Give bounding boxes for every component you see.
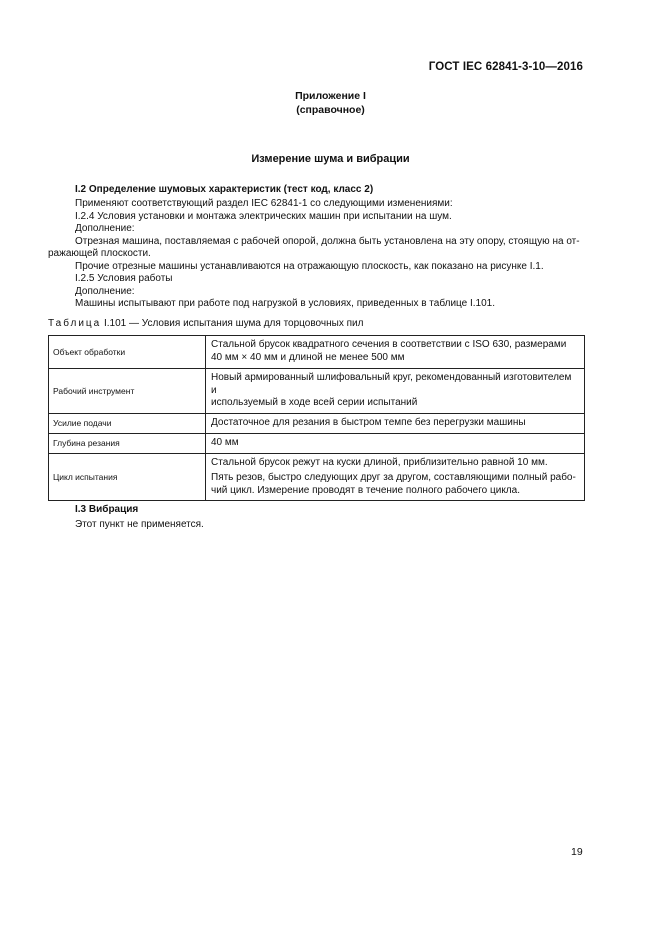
row-value-line: Стальной брусок режут на куски длиной, приблизительно равной 10 мм.: [211, 456, 548, 468]
i3-text: Этот пункт не применяется.: [75, 519, 204, 530]
row-value-line: 40 мм: [211, 436, 239, 448]
table-row: [49, 336, 585, 369]
table-row: [49, 413, 585, 433]
row-label: Цикл испытания: [49, 453, 206, 501]
row-label: Усилие подачи: [49, 413, 206, 433]
table-row: [49, 433, 585, 453]
table-row: [49, 369, 585, 414]
i2-line5: ражающей плоскости.: [48, 248, 151, 259]
annex-title: Приложение I: [295, 90, 366, 102]
standard-header: ГОСТ IEC 62841-3-10—2016: [428, 61, 583, 73]
i2-line9: Машины испытывают при работе под нагрузкой в условиях, приведенных в таблице I.101.: [75, 298, 496, 309]
i2-line1: Применяют соответствующий раздел IEC 62841-1 со следующими изменениями:: [75, 198, 453, 209]
row-value-line: Новый армированный шлифовальный круг, рекомендованный изготовителем и: [211, 372, 572, 396]
row-value-line: чий цикл. Измерение проводят в течение полного рабочего цикла.: [211, 484, 520, 496]
i2-heading: I.2 Определение шумовых характеристик (тест код, класс 2): [75, 184, 374, 195]
row-value: [206, 336, 585, 369]
i2-line4: Отрезная машина, поставляемая с рабочей опорой, должна быть установлена на эту опору, стоящую на от-: [75, 235, 580, 247]
table-caption: [48, 318, 363, 329]
i3-heading: I.3 Вибрация: [75, 504, 139, 515]
row-value-line: используемый в ходе всей серии испытаний: [211, 397, 418, 408]
i2-line7: I.2.5 Условия работы: [75, 273, 173, 284]
annex-subtitle: (справочное): [296, 104, 365, 116]
table-caption-prefix: Таблица: [48, 318, 102, 329]
i2-line3: Дополнение:: [75, 223, 135, 234]
row-value: [206, 413, 585, 433]
row-value: [206, 453, 585, 501]
row-label: Рабочий инструмент: [49, 369, 206, 414]
i2-line8: Дополнение:: [75, 285, 135, 297]
row-value-line: Пять резов, быстро следующих друг за другом, составляющими полный рабо-: [211, 472, 576, 483]
i2-line2: I.2.4 Условия установки и монтажа электрических машин при испытании на шум.: [75, 210, 452, 222]
row-value: [206, 433, 585, 453]
table-row: [49, 453, 585, 501]
i2-line6: Прочие отрезные машины устанавливаются на отражающую плоскость, как показано на рисунке I.1.: [75, 260, 544, 272]
row-value-line: Достаточное для резания в быстром темпе без перегрузки машины: [211, 416, 526, 428]
section-title: Измерение шума и вибрации: [251, 153, 410, 165]
row-value: [206, 369, 585, 414]
row-value-line: Стальной брусок квадратного сечения в соответствии с ISO 630, размерами: [211, 339, 567, 350]
row-value-line: 40 мм × 40 мм и длиной не менее 500 мм: [211, 351, 405, 363]
row-label: Объект обработки: [49, 336, 206, 369]
test-conditions-table: [48, 335, 585, 501]
page-number: 19: [571, 846, 583, 858]
row-label: Глубина резания: [49, 433, 206, 453]
table-caption-text: I.101 — Условия испытания шума для торцовочных пил: [101, 318, 364, 329]
